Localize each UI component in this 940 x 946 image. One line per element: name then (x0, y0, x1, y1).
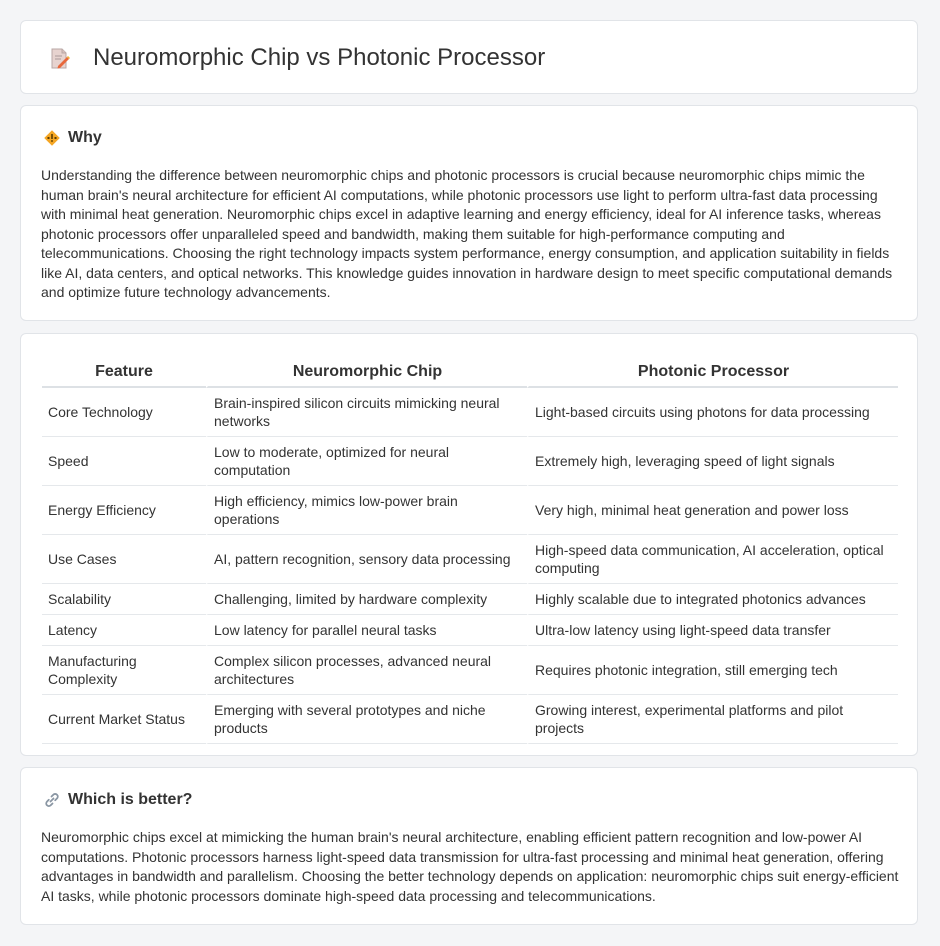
photonic-cell: Highly scalable due to integrated photonics advances (527, 584, 898, 615)
neuromorphic-cell: Brain-inspired silicon circuits mimicking neural networks (206, 388, 527, 437)
photonic-cell: Growing interest, experimental platforms and pilot projects (527, 695, 898, 744)
why-text: Understanding the difference between neuromorphic chips and photonic processors is crucial because neuromorphic chips mimic the human brain's neural architecture for efficient AI computations, while photonic processors use light to perform ultra-fast data processing with minimal heat generation. Neuromorphic chips excel in adaptive learning and energy efficiency, ideal for AI inference tasks, whereas photonic processors offer unparalleled speed and bandwidth, making them suitable for high-performance computing and telecommunications. Choosing the right technology impacts system performance, energy consumption, and application suitability in fields like AI, data centers, and optical networks. This knowledge guides innovation in hardware design to meet specific computational demands and optimize future technology advancements. (41, 167, 893, 300)
table-header-row (42, 352, 898, 388)
table-row (42, 646, 898, 695)
why-section (20, 105, 918, 321)
neuromorphic-cell: Low latency for parallel neural tasks (206, 615, 527, 646)
table-row (42, 584, 898, 615)
feature-cell: Manufacturing Complexity (42, 646, 206, 695)
table-row (42, 388, 898, 437)
header-feature: Feature (42, 352, 206, 388)
photonic-cell: Light-based circuits using photons for data processing (527, 388, 898, 437)
document-edit-icon (47, 47, 71, 71)
feature-cell: Core Technology (42, 388, 206, 437)
table-row (42, 615, 898, 646)
photonic-cell: Extremely high, leveraging speed of light signals (527, 437, 898, 486)
better-heading: Which is better? (68, 791, 193, 808)
feature-cell: Use Cases (42, 535, 206, 584)
comparison-table-card (20, 333, 918, 756)
page-title: Neuromorphic Chip vs Photonic Processor (93, 44, 546, 71)
table-row (42, 486, 898, 535)
photonic-cell: Ultra-low latency using light-speed data transfer (527, 615, 898, 646)
table-row (42, 695, 898, 744)
diamond-warning-icon (43, 129, 61, 147)
header-photonic-processor: Photonic Processor (527, 352, 898, 388)
table-row (42, 535, 898, 584)
neuromorphic-cell: Low to moderate, optimized for neural computation (206, 437, 527, 486)
which-is-better-section (20, 767, 918, 925)
feature-cell: Scalability (42, 584, 206, 615)
feature-cell: Speed (42, 437, 206, 486)
photonic-cell: High-speed data communication, AI acceleration, optical computing (527, 535, 898, 584)
title-card (20, 20, 918, 94)
neuromorphic-cell: Complex silicon processes, advanced neural architectures (206, 646, 527, 695)
better-text: Neuromorphic chips excel at mimicking the human brain's neural architecture, enabling efficient pattern recognition and low-power AI computations. Photonic processors harness light-speed data transmission for ultra-fast processing and minimal heat generation, offering advantages in bandwidth and parallelism. Choosing the better technology depends on application: neuromorphic chips suit energy-efficient AI tasks, while photonic processors dominate high-speed data processing and telecommunications. (41, 829, 899, 904)
photonic-cell: Requires photonic integration, still emerging tech (527, 646, 898, 695)
feature-cell: Current Market Status (42, 695, 206, 744)
why-heading: Why (68, 129, 102, 146)
link-icon (43, 791, 61, 809)
neuromorphic-cell: High efficiency, mimics low-power brain operations (206, 486, 527, 535)
feature-cell: Energy Efficiency (42, 486, 206, 535)
header-neuromorphic-chip: Neuromorphic Chip (206, 352, 527, 388)
comparison-table (42, 352, 898, 744)
neuromorphic-cell: AI, pattern recognition, sensory data processing (206, 535, 527, 584)
feature-cell: Latency (42, 615, 206, 646)
neuromorphic-cell: Challenging, limited by hardware complexity (206, 584, 527, 615)
table-row (42, 437, 898, 486)
neuromorphic-cell: Emerging with several prototypes and niche products (206, 695, 527, 744)
photonic-cell: Very high, minimal heat generation and power loss (527, 486, 898, 535)
